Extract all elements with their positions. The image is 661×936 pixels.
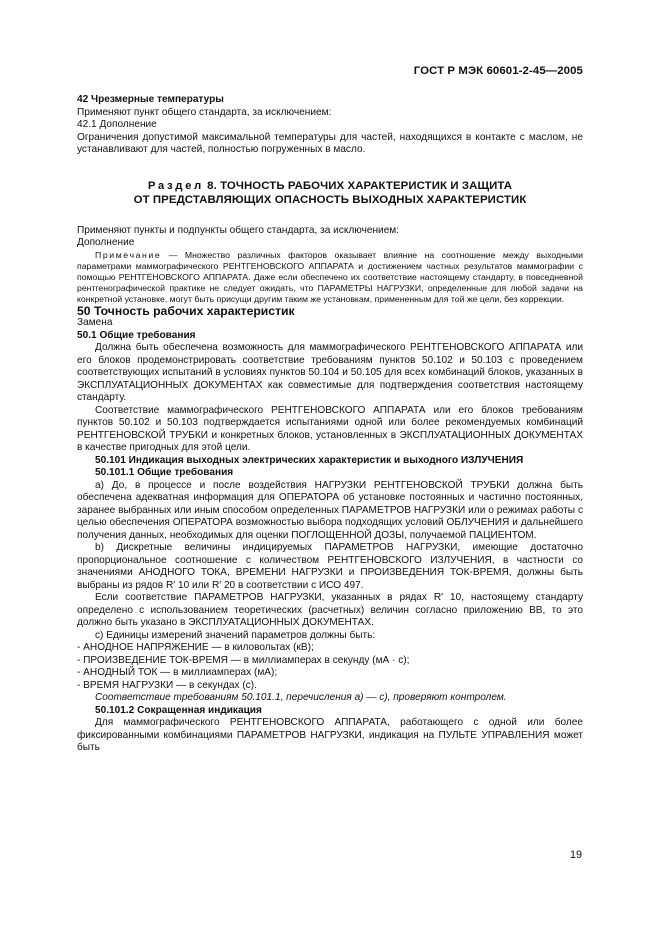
paragraph: Должна быть обеспечена возможность для маммографического РЕНТГЕНОВСКОГО АППАРАТА или его блоков продемонстрировать соответствие требованиям пунктов 50.102 и 50.103 с проведением соответствующих испытаний в условиях пунктов 50.104 и 50.105 для всех комбинаций блоков, указанных в ЭКСПЛУАТАЦИОННЫХ ДОКУМЕНТАХ как совместимые для подтверждения соответствия настоящему стандарту. <box>77 342 583 403</box>
clause-50-101-1-heading: 50.101.1 Общие требования <box>95 467 234 478</box>
clause-50-1-heading: 50.1 Общие требования <box>77 329 196 341</box>
section-8-title-line1: 8. ТОЧНОСТЬ РАБОЧИХ ХАРАКТЕРИСТИК И ЗАЩИТА <box>203 179 513 192</box>
page-content <box>77 94 583 755</box>
section-8-title <box>77 179 583 208</box>
note-label: Примечание <box>95 249 162 260</box>
paragraph: Соответствие маммографического РЕНТГЕНОВСКОГО АППАРАТА или его блоков требованиям пунктов 50.102 и 50.103 подтверждается испытаниями одной или более рекомендуемых комбинаций РЕНТГЕНОВСКОЙ ТРУБКИ и конкретных блоков, установленных в ЭКСПЛУАТАЦИОННЫХ ДОКУМЕНТАХ в качестве пригодных для этой цели. <box>77 404 583 453</box>
paragraph: Если соответствие ПАРАМЕТРОВ НАГРУЗКИ, указанных в рядах R′ 10, настоящему стандарту определено с использованием теоретических (расчетных) величин согласно приложению ВВ, то это должно быть указано в ЭКСПЛУАТАЦИОННЫХ ДОКУМЕНТАХ. <box>77 592 583 628</box>
paragraph: Замена <box>77 317 113 328</box>
note <box>77 250 583 305</box>
compliance-statement: Соответствие требованиям 50.101.1, перечисления а) — с), проверяют контролем. <box>95 692 507 703</box>
list-item: - АНОДНЫЙ ТОК — в миллиамперах (мА); <box>77 667 278 678</box>
section-8-title-line2: ОТ ПРЕДСТАВЛЯЮЩИХ ОПАСНОСТЬ ВЫХОДНЫХ ХАРАКТЕРИСТИК <box>133 194 527 206</box>
clause-50-101-heading: 50.101 Индикация выходных электрических характеристик и выходного ИЗЛУЧЕНИЯ <box>95 454 524 466</box>
section-42-paragraph: 42.1 Дополнение <box>77 119 157 130</box>
section-word: Раздел <box>147 179 204 192</box>
clause-50-101-2-heading: 50.101.2 Сокращенная индикация <box>95 704 262 716</box>
note-text: — Множество различных факторов оказывает влияние на соотношение между выходными параметрами маммографического РЕНТГЕНОВСКОГО АППАРАТА и достижением частных результатов маммографии с помощью РЕНТГЕНОВСКОГО АППАРАТА. Даже если обеспечено их соответствие настоящему стандарту, в повседневной рентгенографической практике не следует ожидать, что ПАРАМЕТРЫ НАГРУЗКИ, определенные для любой задачи на конкретной установке, могут быть присущи другим таким же установкам, примененным для той же цели, без коррекции. <box>77 249 583 304</box>
section-42-heading: 42 Чрезмерные температуры <box>77 94 224 105</box>
section-42-paragraph: Применяют пункт общего стандарта, за исключением: <box>77 106 332 118</box>
section-8-paragraph: Дополнение <box>77 237 135 248</box>
page-number: 19 <box>569 849 582 861</box>
document-header: ГОСТ Р МЭК 60601-2-45—2005 <box>413 65 583 77</box>
item-b: b) Дискретные величины индицируемых ПАРАМЕТРОВ НАГРУЗКИ, имеющие достаточно пропорциональное соотношение с количеством РЕНТГЕНОВСКОГО ИЗЛУЧЕНИЯ, в частности со значениями АНОДНОГО ТОКА, ВРЕМЕНИ НАГРУЗКИ и ПРОИЗВЕДЕНИЯ ТОК-ВРЕМЯ, должны быть выбраны из рядов R′ 10 или R′ 20 в соответствии с ИСО 497. <box>77 542 583 591</box>
section-50-heading: 50 Точность рабочих характеристик <box>77 303 295 318</box>
item-c: с) Единицы измерений значений параметров должны быть: <box>95 629 376 641</box>
item-a: а) До, в процессе и после воздействия НАГРУЗКИ РЕНТГЕНОВСКОЙ ТРУБКИ должна быть обеспечена адекватная информация для ОПЕРАТОРА об установке постоянных и частично постоянных, заранее выбранных или иным способом определенных ПАРАМЕТРОВ НАГРУЗКИ или о режимах работы с целью обеспечения ОПЕРАТОРА возможностью выбора подходящих условий ОБЛУЧЕНИЯ и дальнейшего получения данных, необходимых для оценки ПОГЛОЩЕННОЙ ДОЗЫ, получаемой ПАЦИЕНТОМ. <box>77 479 583 541</box>
list-item: - ВРЕМЯ НАГРУЗКИ — в секундах (с). <box>77 679 257 691</box>
paragraph: Для маммографического РЕНТГЕНОВСКОГО АППАРАТА, работающего с одной или более фиксированными комбинациями ПАРАМЕТРОВ НАГРУЗКИ, индикация на ПУЛЬТЕ УПРАВЛЕНИЯ может быть <box>77 717 583 753</box>
section-42-paragraph: Ограничения допустимой максимальной температуры для частей, находящихся в контакте с маслом, не устанавливают для частей, полностью погруженных в масло. <box>77 131 583 155</box>
list-item: - АНОДНОЕ НАПРЯЖЕНИЕ — в киловольтах (кВ); <box>77 642 314 653</box>
section-8-paragraph: Применяют пункты и подпункты общего стандарта, за исключением: <box>77 224 400 236</box>
list-item: - ПРОИЗВЕДЕНИЕ ТОК-ВРЕМЯ — в миллиамперах в секунду (мА · с); <box>77 654 410 666</box>
